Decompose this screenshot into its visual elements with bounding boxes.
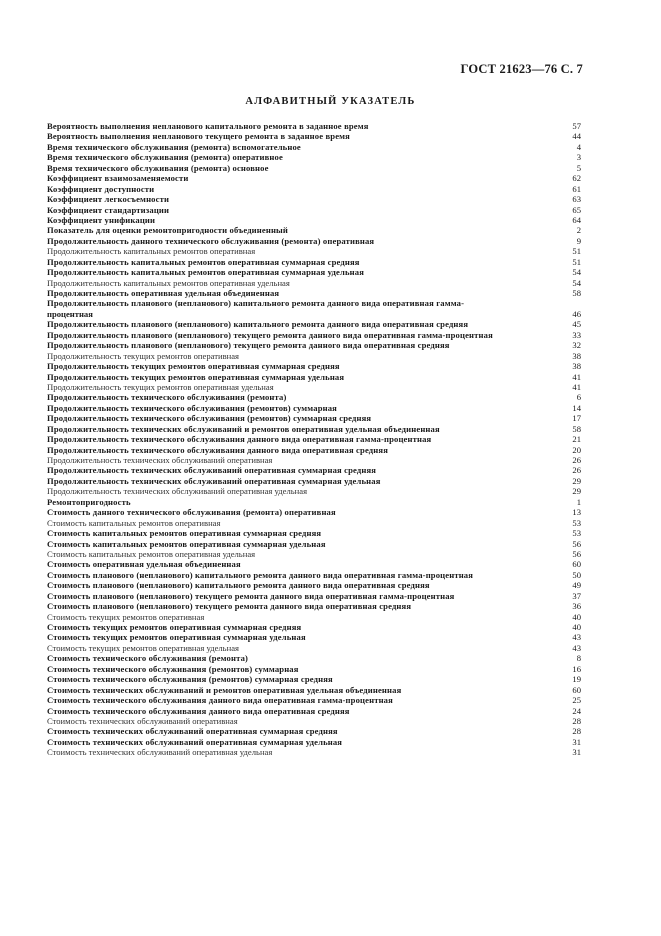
index-entry [47,737,581,747]
index-entry [47,706,581,716]
index-page-number: 16 [572,663,581,674]
index-term-continuation: процентная [47,308,93,319]
index-page-number: 58 [572,423,581,434]
index-term: Стоимость технического обслуживания данного вида оперативная средняя [47,705,350,716]
index-title: АЛФАВИТНЫЙ УКАЗАТЕЛЬ [245,96,416,107]
index-page-number: 41 [572,371,581,382]
index-term: Продолжительность текущих ремонтов оперативная удельная [47,381,274,392]
index-page-number: 20 [572,444,581,455]
index-entry [47,486,581,496]
alphabetical-index-list [47,121,581,758]
index-entry [47,205,581,215]
index-entry [47,497,581,507]
index-page-number: 54 [572,277,581,288]
index-page-number: 38 [572,361,581,372]
index-page-number: 53 [572,517,581,528]
index-page-number: 60 [572,684,581,695]
index-term: Стоимость технического обслуживания (ремонтов) суммарная средняя [47,674,333,685]
index-page-number: 28 [572,726,581,737]
index-entry [47,413,581,423]
index-term: Коэффициент доступности [47,183,155,194]
index-term: Стоимость капитальных ремонтов оперативная суммарная средняя [47,528,322,539]
index-entry [47,298,581,319]
index-page-number: 29 [572,486,581,497]
index-entry [47,716,581,726]
index-entry [47,340,581,350]
index-entry [47,695,581,705]
index-entry [47,476,581,486]
index-page-number: 65 [572,204,581,215]
index-page-number: 5 [576,162,581,173]
index-entry [47,726,581,736]
index-page-number: 58 [572,288,581,298]
index-term: Стоимость технических обслуживаний оперативная суммарная средняя [47,726,338,737]
index-page-number: 32 [572,340,581,351]
index-entry [47,361,581,371]
index-page-number: 62 [572,173,581,184]
index-term: Стоимость планового (непланового) капитального ремонта данного вида оперативная средняя [47,580,430,591]
index-page-number: 38 [572,350,581,361]
index-page-number: 61 [572,183,581,194]
index-term: Продолжительность планового (непланового) текущего ремонта данного вида оперативная средняя [47,340,450,351]
index-page-number: 21 [572,434,581,445]
index-entry [47,674,581,684]
index-entry [47,455,581,465]
index-page-number: 2 [576,225,581,236]
index-entry [47,215,581,225]
index-entry [47,173,581,183]
index-term: Стоимость технического обслуживания данного вида оперативная гамма-процентная [47,695,393,706]
index-entry [47,225,581,235]
index-term: Стоимость текущих ремонтов оперативная суммарная средняя [47,622,302,632]
index-entry [47,121,581,131]
index-entry [47,392,581,402]
index-page-number: 31 [572,736,581,747]
index-page-number: 43 [572,632,581,643]
index-entry [47,382,581,392]
index-page-number: 26 [572,455,581,465]
index-entry [47,257,581,267]
index-page-number: 46 [572,308,581,319]
index-term: Стоимость капитальных ремонтов оперативная суммарная удельная [47,538,326,549]
index-page-number: 24 [572,705,581,716]
index-page-number: 57 [572,121,581,131]
index-entry [47,236,581,246]
index-term: Продолжительность технического обслуживания данного вида оперативная гамма-процентная [47,434,432,445]
index-entry [47,622,581,632]
index-term: Продолжительность планового (непланового) текущего ремонта данного вида оперативная гамма-процентная [47,329,493,340]
index-entry [47,163,581,173]
index-entry [47,591,581,601]
index-page-number: 1 [576,496,581,507]
index-term: Продолжительность технических обслуживаний и ремонтов оперативная удельная объединенная [47,423,440,434]
index-entry [47,445,581,455]
index-term: Ремонтопригодность [47,496,131,507]
index-page-number: 43 [572,642,581,653]
index-entry [47,539,581,549]
index-entry [47,372,581,382]
index-entry [47,246,581,256]
index-entry [47,152,581,162]
index-page-number: 54 [572,267,581,278]
index-entry [47,559,581,569]
index-page-number: 8 [576,653,581,664]
index-entry [47,653,581,663]
index-term: Стоимость текущих ремонтов оперативная [47,611,205,622]
index-page-number: 25 [572,695,581,706]
index-term: Продолжительность данного технического обслуживания (ремонта) оперативная [47,235,375,246]
index-page-number: 50 [572,569,581,580]
index-term: Время технического обслуживания (ремонта) основное [47,162,269,173]
index-entry [47,465,581,475]
index-entry [47,685,581,695]
index-entry [47,747,581,757]
index-page-number: 51 [572,246,581,257]
index-entry [47,319,581,329]
index-entry [47,570,581,580]
index-term: Продолжительность капитальных ремонтов оперативная [47,246,256,257]
index-term: Стоимость планового (непланового) текущего ремонта данного вида оперативная гамма-процентная [47,590,455,601]
index-entry [47,580,581,590]
index-term: Продолжительность технического обслуживания (ремонтов) суммарная [47,402,337,413]
index-entry [47,267,581,277]
index-page-number: 29 [572,475,581,486]
index-entry [47,424,581,434]
page-header-doc-ref: ГОСТ 21623—76 С. 7 [460,62,583,76]
index-term: Стоимость технических обслуживаний оперативная [47,715,238,726]
index-page-number: 44 [572,131,581,142]
index-term: Коэффициент взаимозаменяемости [47,173,189,184]
index-entry [47,434,581,444]
index-page-number: 19 [572,674,581,685]
index-page-number: 40 [572,611,581,622]
index-term: Коэффициент унификации [47,214,156,225]
index-page-number: 31 [572,747,581,758]
index-page-number: 26 [572,465,581,476]
index-term: Продолжительность технического обслуживания (ремонтов) суммарная средняя [47,413,372,424]
index-page-number: 36 [572,601,581,612]
index-term: Стоимость технических обслуживаний оперативная удельная [47,747,273,758]
index-entry [47,518,581,528]
index-term: Коэффициент легкосъемности [47,194,170,205]
index-page-number: 6 [576,392,581,403]
index-entry [47,403,581,413]
index-page-number: 41 [572,381,581,392]
index-term: Стоимость технических обслуживаний и ремонтов оперативная удельная объединенная [47,684,402,695]
index-page-number: 60 [572,559,581,570]
index-entry [47,612,581,622]
index-entry [47,643,581,653]
index-page-number: 3 [576,152,581,163]
index-term: Вероятность выполнения непланового текущего ремонта в заданное время [47,131,350,142]
index-entry [47,601,581,611]
index-entry [47,194,581,204]
index-entry [47,549,581,559]
index-term: Стоимость данного технического обслуживания (ремонта) оперативная [47,507,336,518]
index-term: Продолжительность технических обслуживаний оперативная удельная [47,486,308,497]
index-term: Стоимость планового (непланового) капитального ремонта данного вида оперативная гамма-процентная [47,569,474,580]
index-page-number: 37 [572,590,581,601]
index-term: Стоимость технического обслуживания (ремонтов) суммарная [47,663,299,674]
index-page-number: 33 [572,329,581,340]
index-term: Продолжительность технического обслуживания данного вида оперативная средняя [47,444,389,455]
index-term: Продолжительность текущих ремонтов оперативная [47,350,240,361]
index-entry [47,142,581,152]
index-entry [47,528,581,538]
index-term: Продолжительность планового (непланового) капитального ремонта данного вида оперативная гамма- [47,298,465,309]
index-term: Время технического обслуживания (ремонта) оперативное [47,152,283,163]
index-page-number: 40 [572,622,581,632]
index-term: Продолжительность планового (непланового) капитального ремонта данного вида оперативная средняя [47,319,469,330]
index-page-number: 64 [572,214,581,225]
index-term: Стоимость капитальных ремонтов оперативная удельная [47,548,256,559]
index-entry [47,131,581,141]
index-term: Стоимость текущих ремонтов оперативная суммарная удельная [47,632,306,643]
index-term: Продолжительность текущих ремонтов оперативная суммарная удельная [47,371,345,382]
index-term: Показатель для оценки ремонтопригодности объединенный [47,225,289,236]
index-page-number: 53 [572,528,581,539]
index-page-number: 45 [572,319,581,330]
index-term: Продолжительность капитальных ремонтов оперативная удельная [47,277,290,288]
index-term: Продолжительность текущих ремонтов оперативная суммарная средняя [47,361,340,372]
index-term: Вероятность выполнения непланового капитального ремонта в заданное время [47,121,369,131]
index-term: Продолжительность технических обслуживаний оперативная суммарная удельная [47,475,381,486]
index-term: Стоимость оперативная удельная объединенная [47,559,241,570]
index-term: Продолжительность технического обслуживания (ремонта) [47,392,287,403]
index-page-number: 4 [576,141,581,152]
index-page-number: 17 [572,413,581,424]
index-entry [47,278,581,288]
index-term: Стоимость текущих ремонтов оперативная удельная [47,642,239,653]
index-term: Продолжительность капитальных ремонтов оперативная суммарная средняя [47,256,360,267]
index-entry [47,664,581,674]
index-term: Время технического обслуживания (ремонта) вспомогательное [47,141,301,152]
index-entry [47,351,581,361]
index-page-number: 28 [572,715,581,726]
index-page-number: 49 [572,580,581,591]
index-entry [47,330,581,340]
index-term: Продолжительность капитальных ремонтов оперативная суммарная удельная [47,267,365,278]
index-page-number: 56 [572,548,581,559]
index-page-number: 13 [572,507,581,518]
index-entry [47,184,581,194]
index-entry [47,507,581,517]
index-entry [47,632,581,642]
index-page-number: 14 [572,402,581,413]
index-page-number: 63 [572,194,581,205]
index-term: Продолжительность оперативная удельная объединенная [47,288,280,298]
index-term: Стоимость капитальных ремонтов оперативная [47,517,221,528]
index-page-number: 56 [572,538,581,549]
index-term: Стоимость планового (непланового) текущего ремонта данного вида оперативная средняя [47,601,412,612]
index-entry [47,288,581,298]
index-term: Коэффициент стандартизации [47,204,170,215]
index-term: Продолжительность технических обслуживаний оперативная суммарная средняя [47,465,377,476]
index-page-number: 51 [572,256,581,267]
index-term: Стоимость технического обслуживания (ремонта) [47,653,249,664]
index-page-number: 9 [576,235,581,246]
index-term: Продолжительность технических обслуживаний оперативная [47,455,273,465]
index-term: Стоимость технических обслуживаний оперативная суммарная удельная [47,736,343,747]
